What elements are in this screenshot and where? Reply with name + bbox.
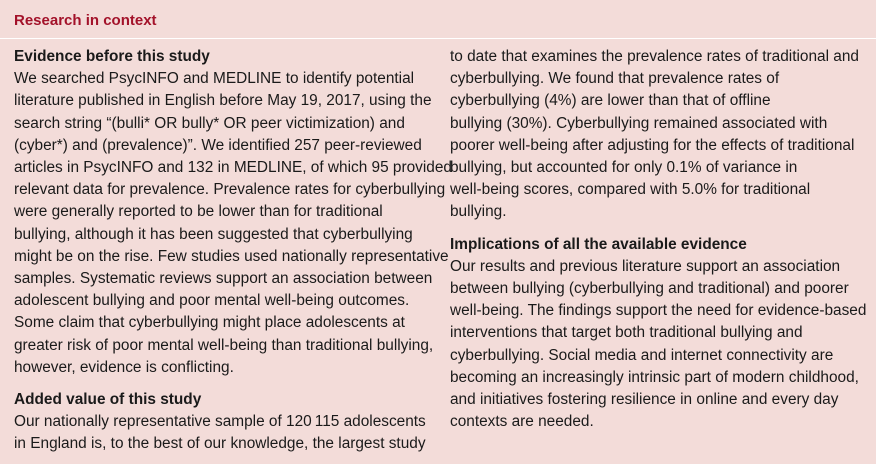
text-line: well-being. The findings support the need for evidence-based (450, 302, 867, 320)
text-line: We searched PsycINFO and MEDLINE to identify potential (14, 70, 415, 88)
text-line: articles in PsycINFO and 132 in MEDLINE, of which 95 provided (14, 159, 452, 177)
text-line: Our results and previous literature support an association (450, 257, 841, 275)
right-column (450, 46, 865, 433)
implications-heading: Implications of all the available evidence (450, 235, 747, 253)
text-line: (cyber*) and (prevalence)”. We identified 257 peer-reviewed (14, 136, 422, 154)
panel-title: Research in context (14, 12, 157, 29)
evidence-before-body (14, 68, 452, 379)
text-line: and initiatives fostering resilience in online and every day (450, 391, 839, 409)
left-column (14, 46, 452, 456)
text-line: becoming an increasingly intrinsic part of modern childhood, (450, 368, 859, 386)
added-value-heading: Added value of this study (14, 391, 202, 409)
added-value-body-left (14, 411, 434, 455)
text-line: cyberbullying. We found that prevalence rates of (450, 70, 780, 88)
text-line: contexts are needed. (450, 413, 594, 431)
text-line: cyberbullying. Social media and internet connectivity are (450, 346, 834, 364)
text-line: however, evidence is conflicting. (14, 358, 234, 376)
panel-header (0, 0, 876, 39)
text-line: interventions that target both traditional bullying and (450, 324, 803, 342)
text-line: bullying, although it has been suggested that cyberbullying (14, 225, 413, 243)
text-line: bullying. (450, 203, 507, 221)
text-line: Our nationally representative sample of 120 115 adolescents (14, 413, 426, 431)
added-value-body-right (450, 46, 865, 224)
text-line: search string “(bulli* OR bully* OR peer victimization) and (14, 114, 405, 132)
text-line: bullying, but accounted for only 0.1% of variance in (450, 159, 798, 177)
implications-body (450, 256, 865, 434)
text-line: literature published in English before May 19, 2017, using the (14, 92, 432, 110)
text-line: well-being scores, compared with 5.0% for traditional (450, 181, 811, 199)
text-line: to date that examines the prevalence rates of traditional and (450, 48, 859, 65)
text-line: relevant data for prevalence. Prevalence rates for cyberbullying (14, 181, 446, 199)
text-line: samples. Systematic reviews support an association between (14, 270, 433, 288)
text-line: might be on the rise. Few studies used nationally representative (14, 247, 449, 265)
text-line: between bullying (cyberbullying and traditional) and poorer (450, 280, 849, 298)
text-line: were generally reported to be lower than for traditional (14, 203, 383, 221)
text-line: Some claim that cyberbullying might place adolescents at (14, 314, 405, 332)
text-line: bullying (30%). Cyberbullying remained associated with (450, 114, 828, 132)
text-line: in England is, to the best of our knowledge, the largest study (14, 435, 426, 453)
evidence-before-heading: Evidence before this study (14, 48, 210, 65)
text-line: adolescent bullying and poor mental well-being outcomes. (14, 292, 410, 310)
text-line: poorer well-being after adjusting for the effects of traditional (450, 136, 855, 154)
text-line: cyberbullying (4%) are lower than that of offline (450, 92, 771, 110)
text-line: greater risk of poor mental well-being than traditional bullying, (14, 336, 434, 354)
